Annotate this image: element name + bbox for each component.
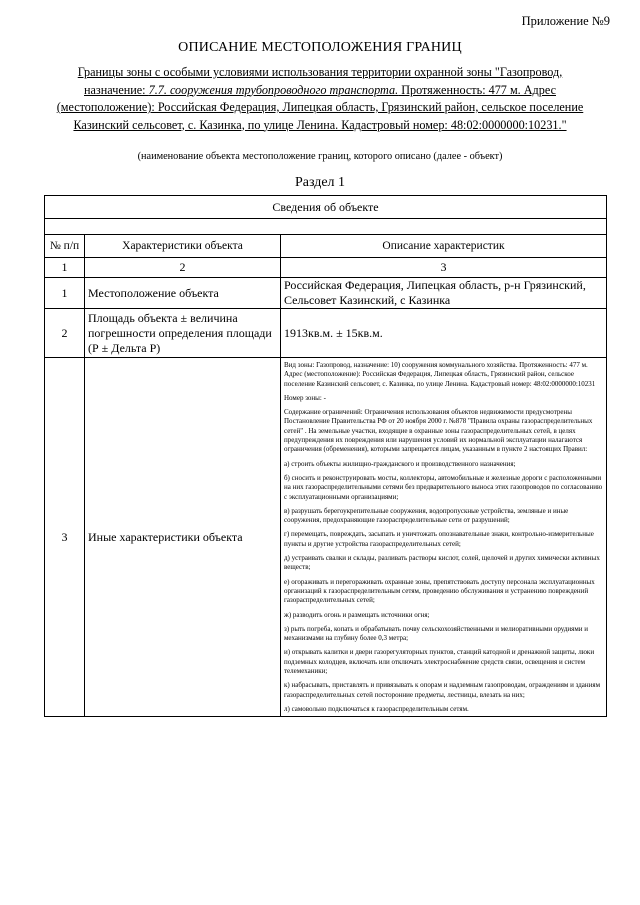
table-heading-row [45, 196, 607, 219]
object-hint: (наименование объекта местоположение границ, которого описано (далее - объект) [137, 151, 503, 162]
column-header-number: № п/п [45, 235, 85, 258]
table-heading: Сведения об объекте [45, 196, 607, 219]
restriction-paragraph: г) перемещать, повреждать, засыпать и уничтожать опознавательные знаки, контрольно-измерительные пункты и другие устройства газораспределительных сетей; [284, 530, 594, 548]
column-number-1: 1 [45, 258, 85, 278]
subject-text-part1: Границы зоны с особыми условиями использования территории охранной зоны "Газопровод, назначение: [77, 65, 563, 97]
restriction-paragraph: л) самовольно подключаться к газораспределительным сетям. [284, 704, 469, 713]
subject-purpose: 7.7. сооружения трубопроводного транспорта. [148, 82, 399, 97]
blank-cell [45, 219, 607, 235]
restriction-paragraph: д) устраивать свалки и склады, разливать растворы кислот, солей, щелочей и других химически активных веществ; [284, 554, 600, 572]
restriction-paragraph: и) открывать калитки и двери газорегуляторных пунктов, станций катодной и дренажной защиты, люки подземных колодцев, включать или отключать электроснабжение средств связи, освещения и систем телемеханики; [284, 648, 595, 676]
restriction-paragraph: б) сносить и реконструировать мосты, коллекторы, автомобильные и железные дороги с расположенными на них газораспределительными сетями без предварительного выноса этих газопроводов по согласованию с эксплуатационными организациями; [284, 473, 603, 501]
row-description [281, 358, 607, 717]
restriction-paragraph: ж) разводить огонь и размещать источники огня; [284, 610, 430, 619]
row-characteristic: Местоположение объекта [85, 278, 281, 309]
column-number-2: 2 [85, 258, 281, 278]
row-characteristic: Иные характеристики объекта [85, 358, 281, 717]
table-row [45, 358, 607, 717]
appendix-label: Приложение №9 [521, 14, 610, 28]
column-header-characteristic: Характеристики объекта [85, 235, 281, 258]
row-number: 2 [45, 309, 85, 358]
restriction-paragraph: а) строить объекты жилищно-гражданского и производственного назначения; [284, 459, 516, 468]
restriction-paragraph: к) набрасывать, приставлять и привязывать к опорам и надземным газопроводам, ограждениям и зданиям газораспределительных сетей посторонние предметы, лестницы, влезать на них; [284, 681, 601, 699]
table-column-headers [45, 235, 607, 258]
table-row [45, 309, 607, 358]
document-title: ОПИСАНИЕ МЕСТОПОЛОЖЕНИЯ ГРАНИЦ [178, 40, 462, 55]
table-column-numbers [45, 258, 607, 278]
restriction-paragraph: Вид зоны: Газопровод, назначение: 10) сооружения коммунального хозяйства. Протяженность: 477 м. Адрес (местоположение): Российская Федерация, Липецкая область, Грязинский район, сельское поселение Казинский сельсовет, с. Казинка, по улице Ленина. Кадастровый номер: 48:02:0000000:10231 [284, 361, 596, 388]
column-number-3: 3 [281, 258, 607, 278]
row-characteristic: Площадь объекта ± величина погрешности определения площади (Р ± Дельта Р) [85, 309, 281, 358]
row-description: 1913кв.м. ± 15кв.м. [281, 309, 607, 358]
object-info-table [44, 195, 607, 717]
section-title: Раздел 1 [294, 175, 346, 190]
row-number: 3 [45, 358, 85, 717]
row-description: Российская Федерация, Липецкая область, р-н Грязинский, Сельсовет Казинский, с Казинка [281, 278, 607, 309]
restriction-paragraph: е) огораживать и перегораживать охранные зоны, препятствовать доступу персонала эксплуатационных организаций к газораспределительным сетям, проведению обслуживания и устранению повреждений газораспределительных сетей; [284, 577, 595, 605]
subject-text-part2: Протяженность: 477 м. Адрес (местоположение): Российская Федерация, Липецкая область, Грязинский район, сельское поселение Казинский сельсовет, с. Казинка, по улице Ленина. Кадастровый номер: 48:02:0000000:10231." [56, 82, 584, 132]
row-number: 1 [45, 278, 85, 309]
object-description [50, 64, 590, 134]
restriction-paragraph: в) разрушать берегоукрепительные сооружения, водопропускные устройства, земляные и иные сооружения, предохраняющие газораспределительные сети от разрушений; [284, 506, 569, 525]
table-blank-row [45, 219, 607, 235]
column-header-description: Описание характеристик [281, 235, 607, 258]
restriction-paragraph: Номер зоны: - [284, 393, 326, 402]
restriction-paragraph: Содержание ограничений: Ограничения использования объектов недвижимости предусмотрены Постановление Правительства РФ от 20 ноября 2000 г. №878 "Правила охраны газораспределительных сетей" . На земельные участки, входящие в охранные зоны газораспределительных сетей, в целях предупреждения их повреждения или нарушения условий их нормальной эксплуатации налагаются ограничения (обременения), которыми запрещается лицам, указанным в пункте 2 настоящих Правил: [284, 408, 593, 454]
restriction-paragraph: з) рыть погреба, копать и обрабатывать почву сельскохозяйственными и мелиоративными орудиями и механизмами на глубину более 0,3 метра; [284, 624, 589, 643]
table-row [45, 278, 607, 309]
